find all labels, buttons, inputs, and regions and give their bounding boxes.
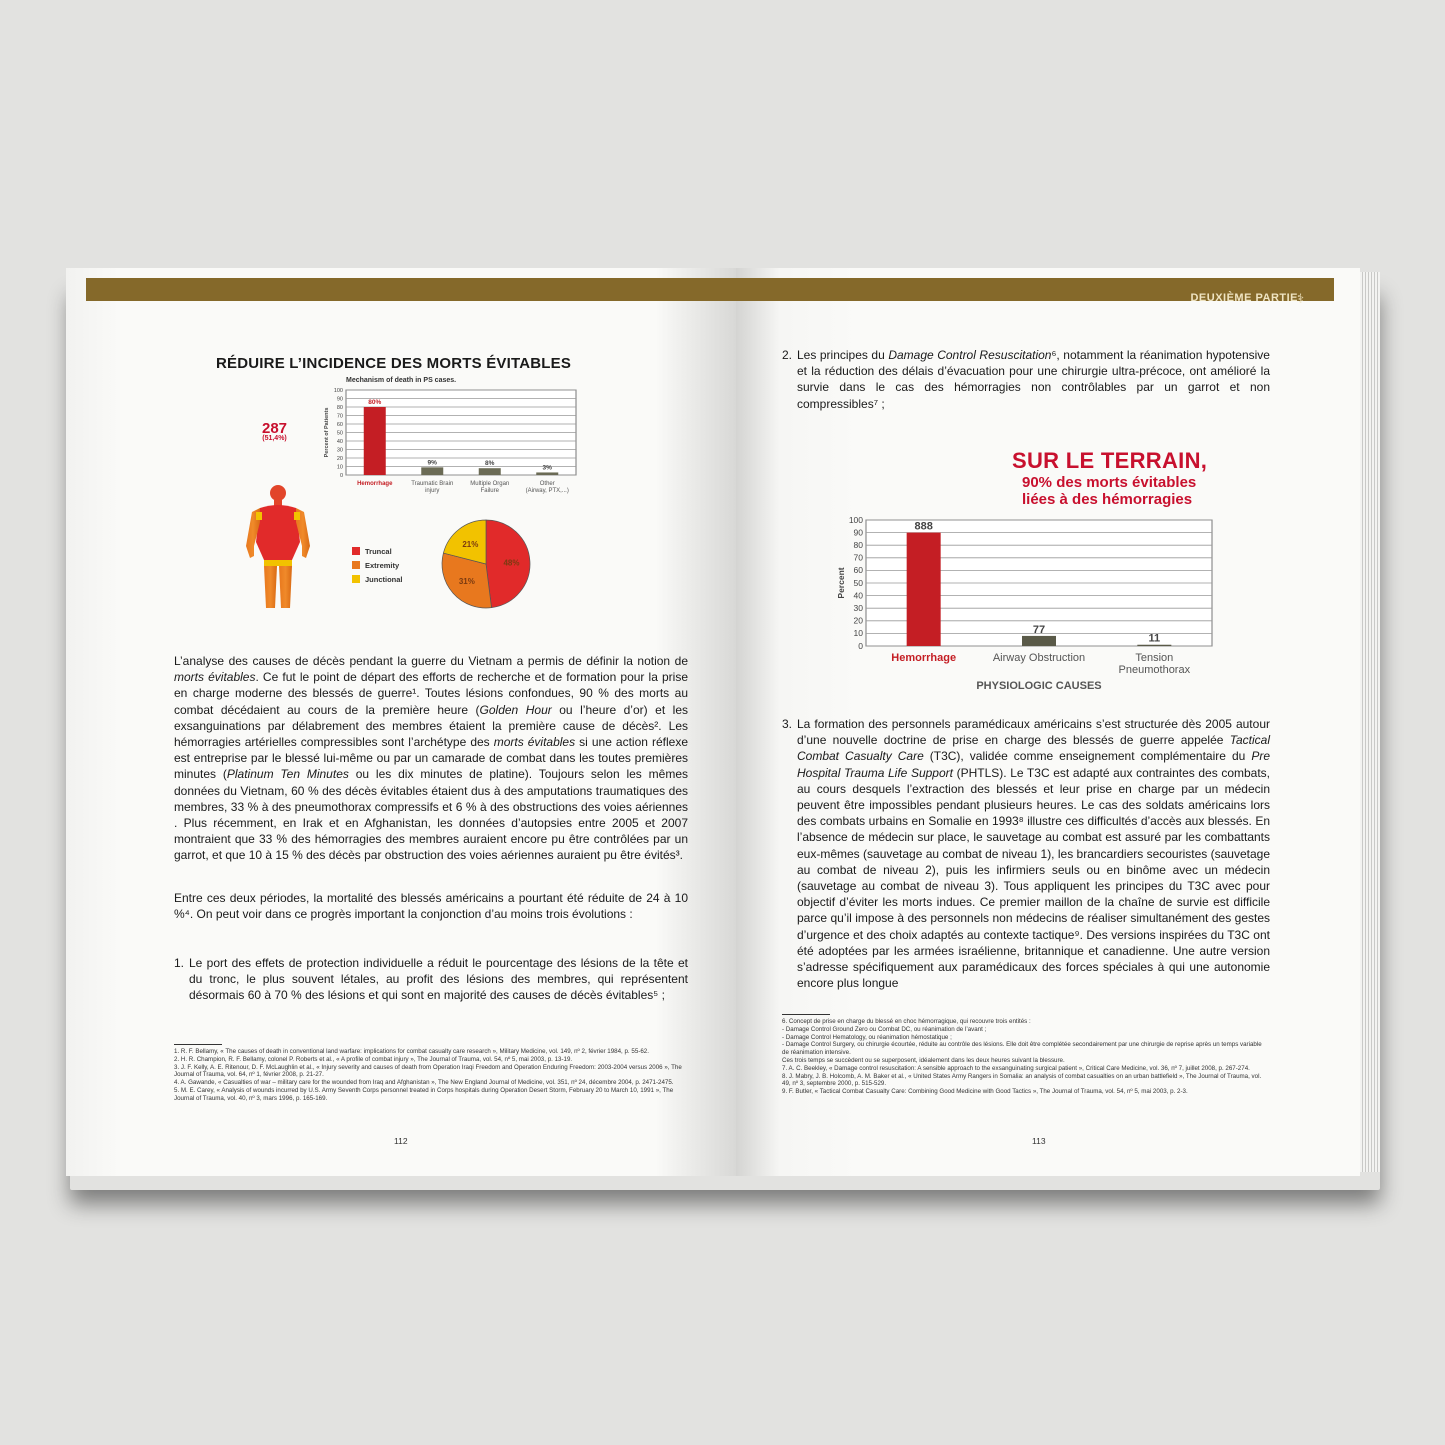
legend-item: Truncal <box>352 544 403 558</box>
caduceus-icon: ⚕ <box>1296 291 1304 306</box>
data-label: 8% <box>485 460 495 468</box>
header-bar <box>86 278 736 301</box>
body-figure <box>242 482 314 612</box>
bar <box>364 407 386 475</box>
y-tick-label: 30 <box>853 603 863 614</box>
list-number: 3. <box>782 717 793 731</box>
bar <box>1137 645 1171 646</box>
data-label: 888 <box>914 520 933 533</box>
page-number-right: 113 <box>1032 1136 1046 1146</box>
right-page <box>736 268 1360 1176</box>
category-label: Hemorrhage <box>891 652 957 664</box>
data-label: 3% <box>542 464 552 472</box>
footnote-rule <box>174 1044 222 1045</box>
chart-title: Mechanism of death in PS cases. <box>346 377 457 384</box>
y-tick-label: 70 <box>853 552 863 563</box>
y-tick-label: 100 <box>848 514 863 525</box>
category-label: Pneumothorax <box>1118 664 1191 676</box>
y-tick-label: 50 <box>336 430 343 437</box>
category-label: Hemorrhage <box>357 481 393 487</box>
y-tick-label: 80 <box>336 404 343 411</box>
evolution-paragraph: Entre ces deux périodes, la mortalité des blessés américains a pourtant été réduite de 24 à 10 %⁴. On peut voir dans ce progrès important la conjonction d’au moins trois évolutions : <box>174 891 688 922</box>
footnote: 2. H. R. Champion, R. F. Bellamy, colonel P. Roberts et al., « A profile of combat injury », The Journal of Trauma, vol. 54, nº 5, mai 2003, p. 13-19. <box>174 1055 573 1063</box>
category-label: (Airway, PTX,...) <box>525 488 569 494</box>
footnote: - Damage Control Ground Zero ou Combat DC, ou réanimation de l’avant ; <box>782 1025 987 1033</box>
data-label: 9% <box>427 459 437 467</box>
y-tick-label: 20 <box>853 615 863 626</box>
legend-item: Extremity <box>352 558 403 572</box>
footnotes-right <box>782 1018 1270 1096</box>
data-label: 77 <box>1032 623 1046 636</box>
footnote: 9. F. Butler, « Tactical Combat Casualty Care: Combining Good Medicine with Good Tactics », The Journal of Trauma, vol. 54, nº 5, mai 2003, p. 2-3. <box>782 1088 1188 1096</box>
y-tick-label: 100 <box>333 387 343 394</box>
left-page <box>66 268 736 1176</box>
list-item-3 <box>782 716 1270 991</box>
bar <box>536 472 558 475</box>
y-tick-label: 30 <box>336 447 343 454</box>
data-label: 11 <box>1148 632 1161 645</box>
terrain-line-1: SUR LE TERRAIN, <box>1012 448 1208 473</box>
death-count-value: 287 <box>262 420 288 437</box>
list-item-1 <box>174 955 688 1004</box>
category-label: Airway Obstruction <box>992 652 1086 664</box>
footnote: 5. M. E. Carey, « Analysis of wounds incurred by U.S. Army Seventh Corps personnel treated in Corps hospitals during Operation Desert Storm, February 20 to March 10, 1991 », The Journal of Trauma, vol. 40, nº 3, mars 1996, p. 165-169. <box>174 1086 674 1102</box>
y-tick-label: 90 <box>336 396 343 403</box>
pie-legend <box>352 544 403 586</box>
y-tick-label: 10 <box>853 628 863 639</box>
terrain-line-2: 90% des morts évitables <box>1022 474 1197 491</box>
y-tick-label: 20 <box>336 455 343 462</box>
list-text: Le port des effets de protection individuelle a réduit le pourcentage des lésions de la tête et du tronc, le plus souvent létales, au profit des lésions des membres, qui représentent désormais 60 à 70 % des lésions et qui sont en majorité des causes de décès évitables⁵ ; <box>189 956 688 1003</box>
part-label: DEUXIÈME PARTIE <box>1190 292 1298 304</box>
list-number: 1. <box>174 956 185 970</box>
category-label: Tension <box>1135 652 1174 664</box>
wound-location-pie <box>440 518 532 610</box>
y-tick-label: 0 <box>858 640 863 651</box>
section-title: RÉDUIRE L’INCIDENCE DES MORTS ÉVITABLES <box>216 355 572 372</box>
y-tick-label: 40 <box>336 438 343 445</box>
y-tick-label: 60 <box>853 565 863 576</box>
y-tick-label: 50 <box>853 577 863 588</box>
physiologic-causes-chart <box>832 512 1232 692</box>
bar <box>479 468 501 475</box>
category-label: Other <box>539 481 555 487</box>
page-edges <box>1360 272 1380 1172</box>
legend-item: Junctional <box>352 572 403 586</box>
death-count <box>262 420 287 442</box>
list-text: Les principes du Damage Control Resuscitation⁶, notamment la réanimation hypotensive et la réduction des délais d’évacuation pour une chirurgie ultra-précoce, ont amélioré la survie dans le cas des hémorragies non contrôlables par un garrot et non compressibles⁷ ; <box>797 348 1270 411</box>
footnote: 8. J. Mabry, J. B. Holcomb, A. M. Baker et al., « United States Army Rangers in Somalia: an analysis of combat casualties on an urban battlefield », The Journal of Trauma, vol. 49, nº 3, septembre 2000, p. 515-529. <box>782 1072 1262 1088</box>
mechanism-bar-chart <box>316 386 586 511</box>
category-label: Failure <box>480 488 499 494</box>
footnote: - Damage Control Hematology, ou réanimation hémostatique ; <box>782 1033 952 1041</box>
footnote-rule <box>782 1014 830 1015</box>
terrain-heading <box>1012 448 1207 508</box>
footnote: 7. A. C. Beekley, « Damage control resuscitation: A sensible approach to the exsanguinating surgical patient », Critical Care Medicine, vol. 36, nº 7, juillet 2008, p. 267-274. <box>782 1064 1250 1072</box>
y-tick-label: 80 <box>853 540 863 551</box>
footnote: 3. J. F. Kelly, A. E. Ritenour, D. F. McLaughlin et al., « Injury severity and causes of death from Operation Iraqi Freedom and Operation Enduring Freedom: 2003-2004 versus 2006 », The Journal of Trauma, vol. 64, nº 1, février 2008, p. 21-27. <box>174 1063 682 1079</box>
y-tick-label: 70 <box>336 413 343 420</box>
legend-swatch-truncal <box>352 547 360 555</box>
y-axis-label: Percent of Patients <box>324 407 330 458</box>
legend-swatch-junctional <box>352 575 360 583</box>
footnote: Ces trois temps se succèdent ou se superposent, idéalement dans les deux heures suivant la blessure. <box>782 1056 1065 1064</box>
bar <box>421 467 443 475</box>
y-tick-label: 40 <box>853 590 863 601</box>
footnote: 1. R. F. Bellamy, « The causes of death in conventional land warfare: implications for combat casualty care research », Military Medicine, vol. 149, nº 2, février 1984, p. 55-62. <box>174 1048 649 1055</box>
category-label: injury <box>425 488 440 494</box>
footnote: 4. A. Gawande, « Casualties of war – military care for the wounded from Iraq and Afghanistan », The New England Journal of Medicine, vol. 351, nº 24, décembre 2004, p. 2471-2475. <box>174 1079 674 1087</box>
data-label: 80% <box>368 399 382 406</box>
bar <box>907 533 941 646</box>
pie-label: 48% <box>503 558 520 568</box>
category-label: Multiple Organ <box>470 481 510 487</box>
list-text: La formation des personnels paramédicaux américains s’est structurée dès 2005 autour d’une nouvelle doctrine de prise en charge des blessés de guerre appelée Tactical Combat Casualty Care (T3C), validée comme enseignement complémentaire du Pre Hospital Trauma Life Support (PHTLS). Le T3C est adapté aux contraintes des combats, au cours desquels l’extraction des blessés et leur prise en charge par un médecin peuvent être impossibles pendant plusieurs heures. Le cas des soldats américains lors des combats urbains en Somalie en 1993⁸ illustre ces difficultés d’accès aux blessés. En l’absence de médecin sur place, le sauvetage au combat est assuré par les combattants eux-mêmes (sauvetage au combat de niveau 1), les brancardiers secouristes (sauvetage au combat de niveau 2), puis les infirmiers seuls ou en binôme avec un médecin (sauvetage au combat de niveau 3). Tous appliquent les principes du T3C avec pour objectif d’éviter les morts indues. Ce premier maillon de la chaîne de survie est difficile parce qu’il impose à des personnels non médecins de réaliser simultanément des gestes d’urgence et des choix adaptés au contexte tactique⁹. Des versions inspirées du T3C ont été adoptées par les armées israélienne, britannique et canadienne. Une autre version s’adresse spécifiquement aux paramédicaux des forces spéciales à qui une autonomie encore plus longue <box>797 717 1271 991</box>
header-bar <box>736 278 1334 306</box>
footnotes-left <box>174 1048 688 1103</box>
intro-paragraph: L’analyse des causes de décès pendant la guerre du Vietnam a permis de définir la notion de morts évitables. Ce fut le point de départ des efforts de recherche et de formation pour la prise en charge moderne des blessés de guerre¹. Toutes lésions confondues, 90 % des morts au combat décédaient au cours de la première heure (Golden Hour ou l’heure d’or) et les exsanguinations par délabrement des membres étaient la première cause de décès². Les hémorragies artérielles compressibles sont l’archétype des morts évitables si une action réflexe est entreprise par le blessé lui-même ou par un camarade de combat dans les toutes premières minutes (Platinum Ten Minutes ou les dix minutes de platine). Toujours selon les mêmes données du Vietnam, 60 % des décès évitables étaient dus à des amputations traumatiques des membres, 33 % à des pneumothorax compressifs et 6 % à des obstructions des voies aériennes . Plus récemment, en Irak et en Afghanistan, les données d’autopsies entre 2005 et 2007 montraient que 33 % des hémorragies des membres auraient encore pu être contrôlées par un garrot, et que 10 à 15 % des décès par obstruction des voies aériennes auraient pu être évités³. <box>174 654 688 863</box>
footnote: - Damage Control Surgery, ou chirurgie écourtée, réduite au contrôle des lésions. Elle doit être complétée secondairement par une chirurgie de reprise après un temps variable de réanimation intensive. <box>782 1041 1262 1057</box>
terrain-line-3: liées à des hémorragies <box>1022 491 1193 508</box>
y-tick-label: 0 <box>339 472 343 479</box>
bar <box>1022 636 1056 646</box>
y-tick-label: 90 <box>853 527 863 538</box>
list-item-2 <box>782 347 1270 412</box>
y-axis-label: Percent <box>836 567 846 599</box>
list-number: 2. <box>782 348 793 362</box>
x-axis-label: PHYSIOLOGIC CAUSES <box>976 680 1102 692</box>
death-count-pct: (51,4%) <box>262 435 287 442</box>
pie-label: 31% <box>458 576 475 586</box>
y-tick-label: 10 <box>336 464 343 471</box>
legend-swatch-extremity <box>352 561 360 569</box>
page-number-left: 112 <box>394 1136 408 1146</box>
category-label: Traumatic Brain <box>411 481 454 487</box>
y-tick-label: 60 <box>336 421 343 428</box>
pie-label: 21% <box>462 539 479 549</box>
footnote: 6. Concept de prise en charge du blessé en choc hémorragique, qui recouvre trois entités : <box>782 1018 1031 1025</box>
